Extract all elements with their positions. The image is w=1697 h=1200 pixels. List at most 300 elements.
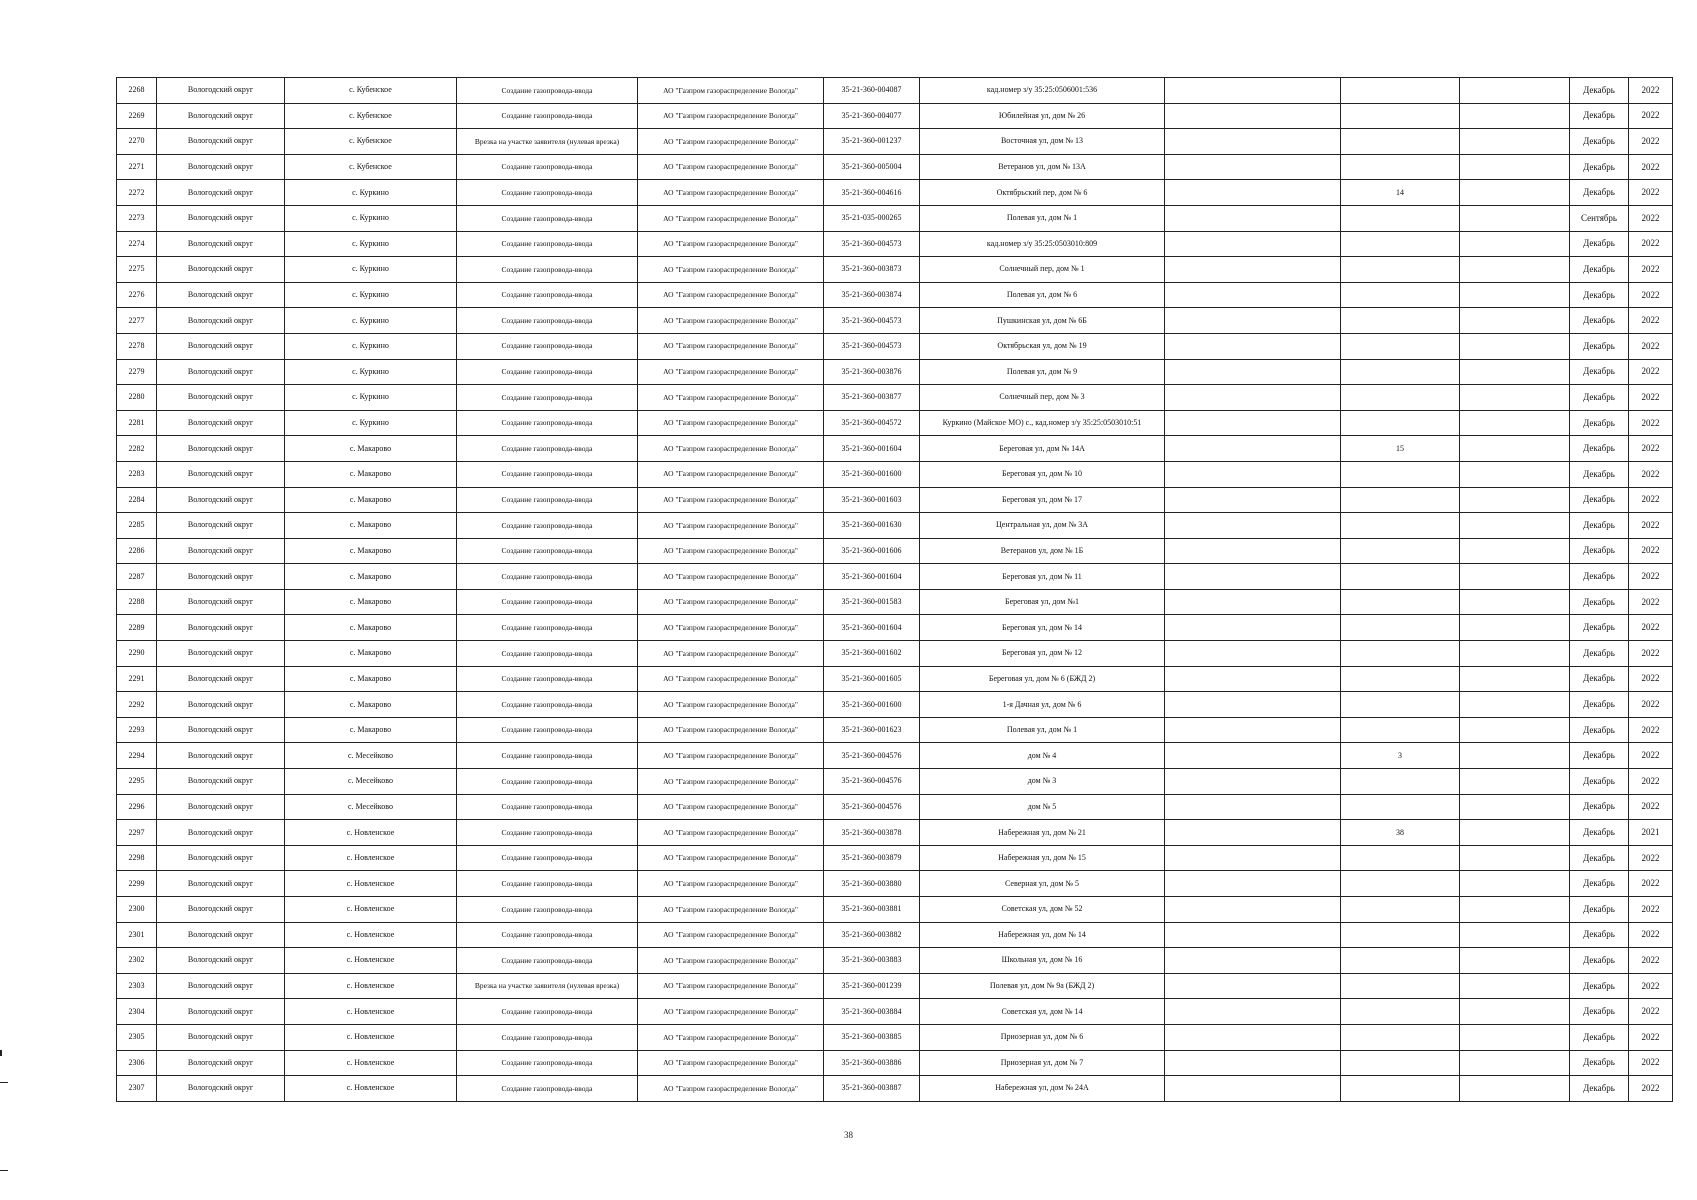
organization-cell: АО "Газпром газораспределение Вологда" [638, 999, 824, 1025]
table-row [117, 359, 1673, 385]
application-code-cell: 35-21-360-001603 [824, 487, 920, 513]
row-number-cell: 2297 [117, 820, 157, 846]
month-cell: Декабрь [1570, 1050, 1629, 1076]
year-cell: 2022 [1629, 973, 1673, 999]
application-code-cell: 35-21-035-000265 [824, 205, 920, 231]
organization-cell: АО "Газпром газораспределение Вологда" [638, 410, 824, 436]
application-code-cell: 35-21-360-001602 [824, 641, 920, 667]
month-cell: Сентябрь [1570, 205, 1629, 231]
organization-cell: АО "Газпром газораспределение Вологда" [638, 180, 824, 206]
table-row [117, 282, 1673, 308]
count-cell: 14 [1341, 180, 1460, 206]
settlement-cell: с. Новленское [285, 1076, 457, 1102]
month-cell: Декабрь [1570, 1076, 1629, 1102]
district-cell: Вологодский округ [157, 231, 285, 257]
month-cell: Декабрь [1570, 717, 1629, 743]
district-cell: Вологодский округ [157, 589, 285, 615]
address-cell: Береговая ул, дом № 12 [920, 641, 1165, 667]
work-type-cell: Врезка на участке заявителя (нулевая врезка) [457, 973, 638, 999]
organization-cell: АО "Газпром газораспределение Вологда" [638, 436, 824, 462]
empty-cell [1165, 1076, 1341, 1102]
settlement-cell: с. Макарово [285, 513, 457, 539]
table-row [117, 385, 1673, 411]
table-row [117, 103, 1673, 129]
district-cell: Вологодский округ [157, 922, 285, 948]
organization-cell: АО "Газпром газораспределение Вологда" [638, 845, 824, 871]
month-cell: Декабрь [1570, 103, 1629, 129]
organization-cell: АО "Газпром газораспределение Вологда" [638, 1050, 824, 1076]
empty-cell [1460, 1024, 1570, 1050]
empty-cell [1165, 999, 1341, 1025]
row-number-cell: 2304 [117, 999, 157, 1025]
year-cell: 2022 [1629, 282, 1673, 308]
address-cell: Пушкинская ул, дом № 6Б [920, 308, 1165, 334]
district-cell: Вологодский округ [157, 973, 285, 999]
count-cell [1341, 794, 1460, 820]
work-type-cell: Создание газопровода-ввода [457, 666, 638, 692]
empty-cell [1460, 410, 1570, 436]
work-type-cell: Создание газопровода-ввода [457, 820, 638, 846]
application-code-cell: 35-21-360-003882 [824, 922, 920, 948]
application-code-cell: 35-21-360-003883 [824, 948, 920, 974]
work-type-cell: Создание газопровода-ввода [457, 845, 638, 871]
row-number-cell: 2300 [117, 897, 157, 923]
month-cell: Декабрь [1570, 78, 1629, 104]
year-cell: 2022 [1629, 359, 1673, 385]
work-type-cell: Создание газопровода-ввода [457, 538, 638, 564]
year-cell: 2022 [1629, 692, 1673, 718]
work-type-cell: Создание газопровода-ввода [457, 564, 638, 590]
organization-cell: АО "Газпром газораспределение Вологда" [638, 948, 824, 974]
work-type-cell: Создание газопровода-ввода [457, 154, 638, 180]
table-row [117, 743, 1673, 769]
count-cell [1341, 205, 1460, 231]
month-cell: Декабрь [1570, 973, 1629, 999]
year-cell: 2022 [1629, 564, 1673, 590]
address-cell: дом № 5 [920, 794, 1165, 820]
row-number-cell: 2268 [117, 78, 157, 104]
application-code-cell: 35-21-360-001604 [824, 615, 920, 641]
empty-cell [1460, 308, 1570, 334]
empty-cell [1165, 333, 1341, 359]
count-cell [1341, 129, 1460, 155]
year-cell: 2022 [1629, 717, 1673, 743]
row-number-cell: 2295 [117, 769, 157, 795]
organization-cell: АО "Газпром газораспределение Вологда" [638, 359, 824, 385]
table-row [117, 231, 1673, 257]
application-code-cell: 35-21-360-003880 [824, 871, 920, 897]
row-number-cell: 2289 [117, 615, 157, 641]
empty-cell [1460, 589, 1570, 615]
empty-cell [1460, 487, 1570, 513]
settlement-cell: с. Макарово [285, 641, 457, 667]
application-code-cell: 35-21-360-004087 [824, 78, 920, 104]
district-cell: Вологодский округ [157, 513, 285, 539]
year-cell: 2022 [1629, 513, 1673, 539]
count-cell [1341, 1050, 1460, 1076]
settlement-cell: с. Макарово [285, 538, 457, 564]
settlement-cell: с. Новленское [285, 845, 457, 871]
empty-cell [1165, 564, 1341, 590]
organization-cell: АО "Газпром газораспределение Вологда" [638, 922, 824, 948]
application-code-cell: 35-21-360-001604 [824, 436, 920, 462]
table-body [117, 78, 1673, 1102]
application-code-cell: 35-21-360-004576 [824, 769, 920, 795]
address-cell: Восточная ул, дом № 13 [920, 129, 1165, 155]
year-cell: 2022 [1629, 436, 1673, 462]
work-type-cell: Создание газопровода-ввода [457, 897, 638, 923]
empty-cell [1165, 154, 1341, 180]
table-row [117, 205, 1673, 231]
empty-cell [1165, 78, 1341, 104]
month-cell: Декабрь [1570, 692, 1629, 718]
empty-cell [1165, 692, 1341, 718]
month-cell: Декабрь [1570, 564, 1629, 590]
count-cell [1341, 692, 1460, 718]
settlement-cell: с. Новленское [285, 922, 457, 948]
empty-cell [1165, 922, 1341, 948]
application-code-cell: 35-21-360-004573 [824, 333, 920, 359]
application-code-cell: 35-21-360-004576 [824, 794, 920, 820]
table-row [117, 845, 1673, 871]
application-code-cell: 35-21-360-003876 [824, 359, 920, 385]
table-row [117, 257, 1673, 283]
organization-cell: АО "Газпром газораспределение Вологда" [638, 103, 824, 129]
address-cell: Юбилейная ул, дом № 26 [920, 103, 1165, 129]
district-cell: Вологодский округ [157, 948, 285, 974]
settlement-cell: с. Новленское [285, 1050, 457, 1076]
settlement-cell: с. Куркино [285, 180, 457, 206]
row-number-cell: 2270 [117, 129, 157, 155]
month-cell: Декабрь [1570, 436, 1629, 462]
year-cell: 2022 [1629, 1076, 1673, 1102]
table-row [117, 308, 1673, 334]
year-cell: 2022 [1629, 999, 1673, 1025]
year-cell: 2022 [1629, 410, 1673, 436]
empty-cell [1460, 333, 1570, 359]
district-cell: Вологодский округ [157, 461, 285, 487]
work-type-cell: Создание газопровода-ввода [457, 78, 638, 104]
month-cell: Декабрь [1570, 922, 1629, 948]
row-number-cell: 2281 [117, 410, 157, 436]
month-cell: Декабрь [1570, 641, 1629, 667]
year-cell: 2022 [1629, 257, 1673, 283]
year-cell: 2022 [1629, 641, 1673, 667]
count-cell [1341, 359, 1460, 385]
table-row [117, 769, 1673, 795]
month-cell: Декабрь [1570, 589, 1629, 615]
row-number-cell: 2292 [117, 692, 157, 718]
empty-cell [1460, 845, 1570, 871]
year-cell: 2021 [1629, 820, 1673, 846]
count-cell [1341, 641, 1460, 667]
settlement-cell: с. Месейково [285, 743, 457, 769]
table-row [117, 589, 1673, 615]
row-number-cell: 2274 [117, 231, 157, 257]
row-number-cell: 2298 [117, 845, 157, 871]
application-code-cell: 35-21-360-004572 [824, 410, 920, 436]
empty-cell [1165, 666, 1341, 692]
work-type-cell: Создание газопровода-ввода [457, 743, 638, 769]
table-row [117, 1024, 1673, 1050]
address-cell: Солнечный пер, дом № 3 [920, 385, 1165, 411]
empty-cell [1165, 359, 1341, 385]
address-cell: Северная ул, дом № 5 [920, 871, 1165, 897]
organization-cell: АО "Газпром газораспределение Вологда" [638, 538, 824, 564]
empty-cell [1460, 999, 1570, 1025]
settlement-cell: с. Куркино [285, 282, 457, 308]
month-cell: Декабрь [1570, 359, 1629, 385]
work-type-cell: Создание газопровода-ввода [457, 410, 638, 436]
address-cell: Набережная ул, дом № 14 [920, 922, 1165, 948]
organization-cell: АО "Газпром газораспределение Вологда" [638, 78, 824, 104]
month-cell: Декабрь [1570, 154, 1629, 180]
empty-cell [1460, 103, 1570, 129]
application-code-cell: 35-21-360-001630 [824, 513, 920, 539]
settlement-cell: с. Куркино [285, 308, 457, 334]
count-cell [1341, 257, 1460, 283]
application-code-cell: 35-21-360-003877 [824, 385, 920, 411]
row-number-cell: 2290 [117, 641, 157, 667]
scan-edge-mark [0, 1170, 8, 1171]
address-cell: Центральная ул, дом № 3А [920, 513, 1165, 539]
application-code-cell: 35-21-360-003887 [824, 1076, 920, 1102]
year-cell: 2022 [1629, 308, 1673, 334]
district-cell: Вологодский округ [157, 820, 285, 846]
work-type-cell: Создание газопровода-ввода [457, 589, 638, 615]
month-cell: Декабрь [1570, 948, 1629, 974]
row-number-cell: 2307 [117, 1076, 157, 1102]
table-row [117, 129, 1673, 155]
table-row [117, 410, 1673, 436]
application-code-cell: 35-21-360-003873 [824, 257, 920, 283]
address-cell: Полевая ул, дом № 6 [920, 282, 1165, 308]
organization-cell: АО "Газпром газораспределение Вологда" [638, 641, 824, 667]
address-cell: Приозерная ул, дом № 7 [920, 1050, 1165, 1076]
row-number-cell: 2273 [117, 205, 157, 231]
settlement-cell: с. Новленское [285, 948, 457, 974]
settlement-cell: с. Новленское [285, 1024, 457, 1050]
settlement-cell: с. Новленское [285, 820, 457, 846]
year-cell: 2022 [1629, 794, 1673, 820]
district-cell: Вологодский округ [157, 794, 285, 820]
table-row [117, 999, 1673, 1025]
organization-cell: АО "Газпром газораспределение Вологда" [638, 717, 824, 743]
work-type-cell: Создание газопровода-ввода [457, 769, 638, 795]
month-cell: Декабрь [1570, 487, 1629, 513]
application-code-cell: 35-21-360-003874 [824, 282, 920, 308]
count-cell [1341, 410, 1460, 436]
settlement-cell: с. Макарово [285, 564, 457, 590]
work-type-cell: Создание газопровода-ввода [457, 641, 638, 667]
address-cell: Полевая ул, дом № 9 [920, 359, 1165, 385]
settlement-cell: с. Куркино [285, 231, 457, 257]
district-cell: Вологодский округ [157, 410, 285, 436]
organization-cell: АО "Газпром газораспределение Вологда" [638, 1076, 824, 1102]
year-cell: 2022 [1629, 1024, 1673, 1050]
count-cell [1341, 231, 1460, 257]
year-cell: 2022 [1629, 487, 1673, 513]
settlement-cell: с. Кубенское [285, 103, 457, 129]
row-number-cell: 2293 [117, 717, 157, 743]
count-cell [1341, 589, 1460, 615]
application-code-cell: 35-21-360-003885 [824, 1024, 920, 1050]
month-cell: Декабрь [1570, 820, 1629, 846]
gasification-schedule-table [116, 77, 1673, 1102]
address-cell: Береговая ул, дом № 17 [920, 487, 1165, 513]
month-cell: Декабрь [1570, 1024, 1629, 1050]
application-code-cell: 35-21-360-003881 [824, 897, 920, 923]
district-cell: Вологодский округ [157, 538, 285, 564]
settlement-cell: с. Кубенское [285, 154, 457, 180]
address-cell: дом № 4 [920, 743, 1165, 769]
empty-cell [1165, 973, 1341, 999]
organization-cell: АО "Газпром газораспределение Вологда" [638, 129, 824, 155]
district-cell: Вологодский округ [157, 257, 285, 283]
row-number-cell: 2302 [117, 948, 157, 974]
organization-cell: АО "Газпром газораспределение Вологда" [638, 692, 824, 718]
empty-cell [1165, 282, 1341, 308]
empty-cell [1460, 1076, 1570, 1102]
organization-cell: АО "Газпром газораспределение Вологда" [638, 487, 824, 513]
count-cell [1341, 615, 1460, 641]
address-cell: Солнечный пер, дом № 1 [920, 257, 1165, 283]
empty-cell [1460, 564, 1570, 590]
address-cell: Советская ул, дом № 52 [920, 897, 1165, 923]
table-row [117, 973, 1673, 999]
month-cell: Декабрь [1570, 743, 1629, 769]
row-number-cell: 2303 [117, 973, 157, 999]
table-row [117, 1076, 1673, 1102]
application-code-cell: 35-21-360-001600 [824, 692, 920, 718]
empty-cell [1460, 257, 1570, 283]
organization-cell: АО "Газпром газораспределение Вологда" [638, 743, 824, 769]
table-row [117, 461, 1673, 487]
table-row [117, 692, 1673, 718]
table-row [117, 666, 1673, 692]
empty-cell [1460, 641, 1570, 667]
empty-cell [1460, 78, 1570, 104]
application-code-cell: 35-21-360-001606 [824, 538, 920, 564]
empty-cell [1165, 615, 1341, 641]
count-cell [1341, 717, 1460, 743]
settlement-cell: с. Кубенское [285, 78, 457, 104]
table-row [117, 641, 1673, 667]
row-number-cell: 2280 [117, 385, 157, 411]
district-cell: Вологодский округ [157, 717, 285, 743]
row-number-cell: 2287 [117, 564, 157, 590]
empty-cell [1460, 820, 1570, 846]
year-cell: 2022 [1629, 385, 1673, 411]
address-cell: Октябрьская ул, дом № 19 [920, 333, 1165, 359]
empty-cell [1165, 845, 1341, 871]
year-cell: 2022 [1629, 129, 1673, 155]
row-number-cell: 2301 [117, 922, 157, 948]
empty-cell [1460, 385, 1570, 411]
district-cell: Вологодский округ [157, 666, 285, 692]
month-cell: Декабрь [1570, 897, 1629, 923]
empty-cell [1165, 820, 1341, 846]
table-row [117, 487, 1673, 513]
empty-cell [1460, 461, 1570, 487]
work-type-cell: Создание газопровода-ввода [457, 513, 638, 539]
row-number-cell: 2299 [117, 871, 157, 897]
address-cell: Береговая ул, дом № 14 [920, 615, 1165, 641]
year-cell: 2022 [1629, 769, 1673, 795]
district-cell: Вологодский округ [157, 1076, 285, 1102]
year-cell: 2022 [1629, 922, 1673, 948]
table-row [117, 948, 1673, 974]
row-number-cell: 2271 [117, 154, 157, 180]
organization-cell: АО "Газпром газораспределение Вологда" [638, 282, 824, 308]
application-code-cell: 35-21-360-003886 [824, 1050, 920, 1076]
empty-cell [1460, 282, 1570, 308]
settlement-cell: с. Кубенское [285, 129, 457, 155]
table-row [117, 564, 1673, 590]
district-cell: Вологодский округ [157, 641, 285, 667]
empty-cell [1460, 538, 1570, 564]
address-cell: Набережная ул, дом № 24А [920, 1076, 1165, 1102]
settlement-cell: с. Куркино [285, 359, 457, 385]
settlement-cell: с. Месейково [285, 794, 457, 820]
settlement-cell: с. Макарово [285, 692, 457, 718]
empty-cell [1460, 359, 1570, 385]
month-cell: Декабрь [1570, 231, 1629, 257]
table-row [117, 154, 1673, 180]
table-row [117, 820, 1673, 846]
work-type-cell: Создание газопровода-ввода [457, 385, 638, 411]
year-cell: 2022 [1629, 666, 1673, 692]
address-cell: Октябрьский пер, дом № 6 [920, 180, 1165, 206]
settlement-cell: с. Месейково [285, 769, 457, 795]
month-cell: Декабрь [1570, 666, 1629, 692]
row-number-cell: 2294 [117, 743, 157, 769]
year-cell: 2022 [1629, 538, 1673, 564]
table-row [117, 1050, 1673, 1076]
settlement-cell: с. Макарово [285, 666, 457, 692]
district-cell: Вологодский округ [157, 436, 285, 462]
row-number-cell: 2277 [117, 308, 157, 334]
settlement-cell: с. Макарово [285, 436, 457, 462]
empty-cell [1165, 641, 1341, 667]
empty-cell [1460, 129, 1570, 155]
address-cell: Приозерная ул, дом № 6 [920, 1024, 1165, 1050]
count-cell [1341, 973, 1460, 999]
work-type-cell: Создание газопровода-ввода [457, 692, 638, 718]
address-cell: Полевая ул, дом № 9а (БЖД 2) [920, 973, 1165, 999]
count-cell [1341, 308, 1460, 334]
empty-cell [1165, 103, 1341, 129]
count-cell [1341, 845, 1460, 871]
count-cell [1341, 154, 1460, 180]
year-cell: 2022 [1629, 78, 1673, 104]
work-type-cell: Создание газопровода-ввода [457, 308, 638, 334]
district-cell: Вологодский округ [157, 78, 285, 104]
work-type-cell: Создание газопровода-ввода [457, 999, 638, 1025]
district-cell: Вологодский округ [157, 487, 285, 513]
empty-cell [1460, 180, 1570, 206]
settlement-cell: с. Макарово [285, 615, 457, 641]
district-cell: Вологодский округ [157, 180, 285, 206]
month-cell: Декабрь [1570, 999, 1629, 1025]
month-cell: Декабрь [1570, 385, 1629, 411]
district-cell: Вологодский округ [157, 129, 285, 155]
work-type-cell: Создание газопровода-ввода [457, 1050, 638, 1076]
application-code-cell: 35-21-360-003879 [824, 845, 920, 871]
address-cell: дом № 3 [920, 769, 1165, 795]
organization-cell: АО "Газпром газораспределение Вологда" [638, 333, 824, 359]
month-cell: Декабрь [1570, 615, 1629, 641]
